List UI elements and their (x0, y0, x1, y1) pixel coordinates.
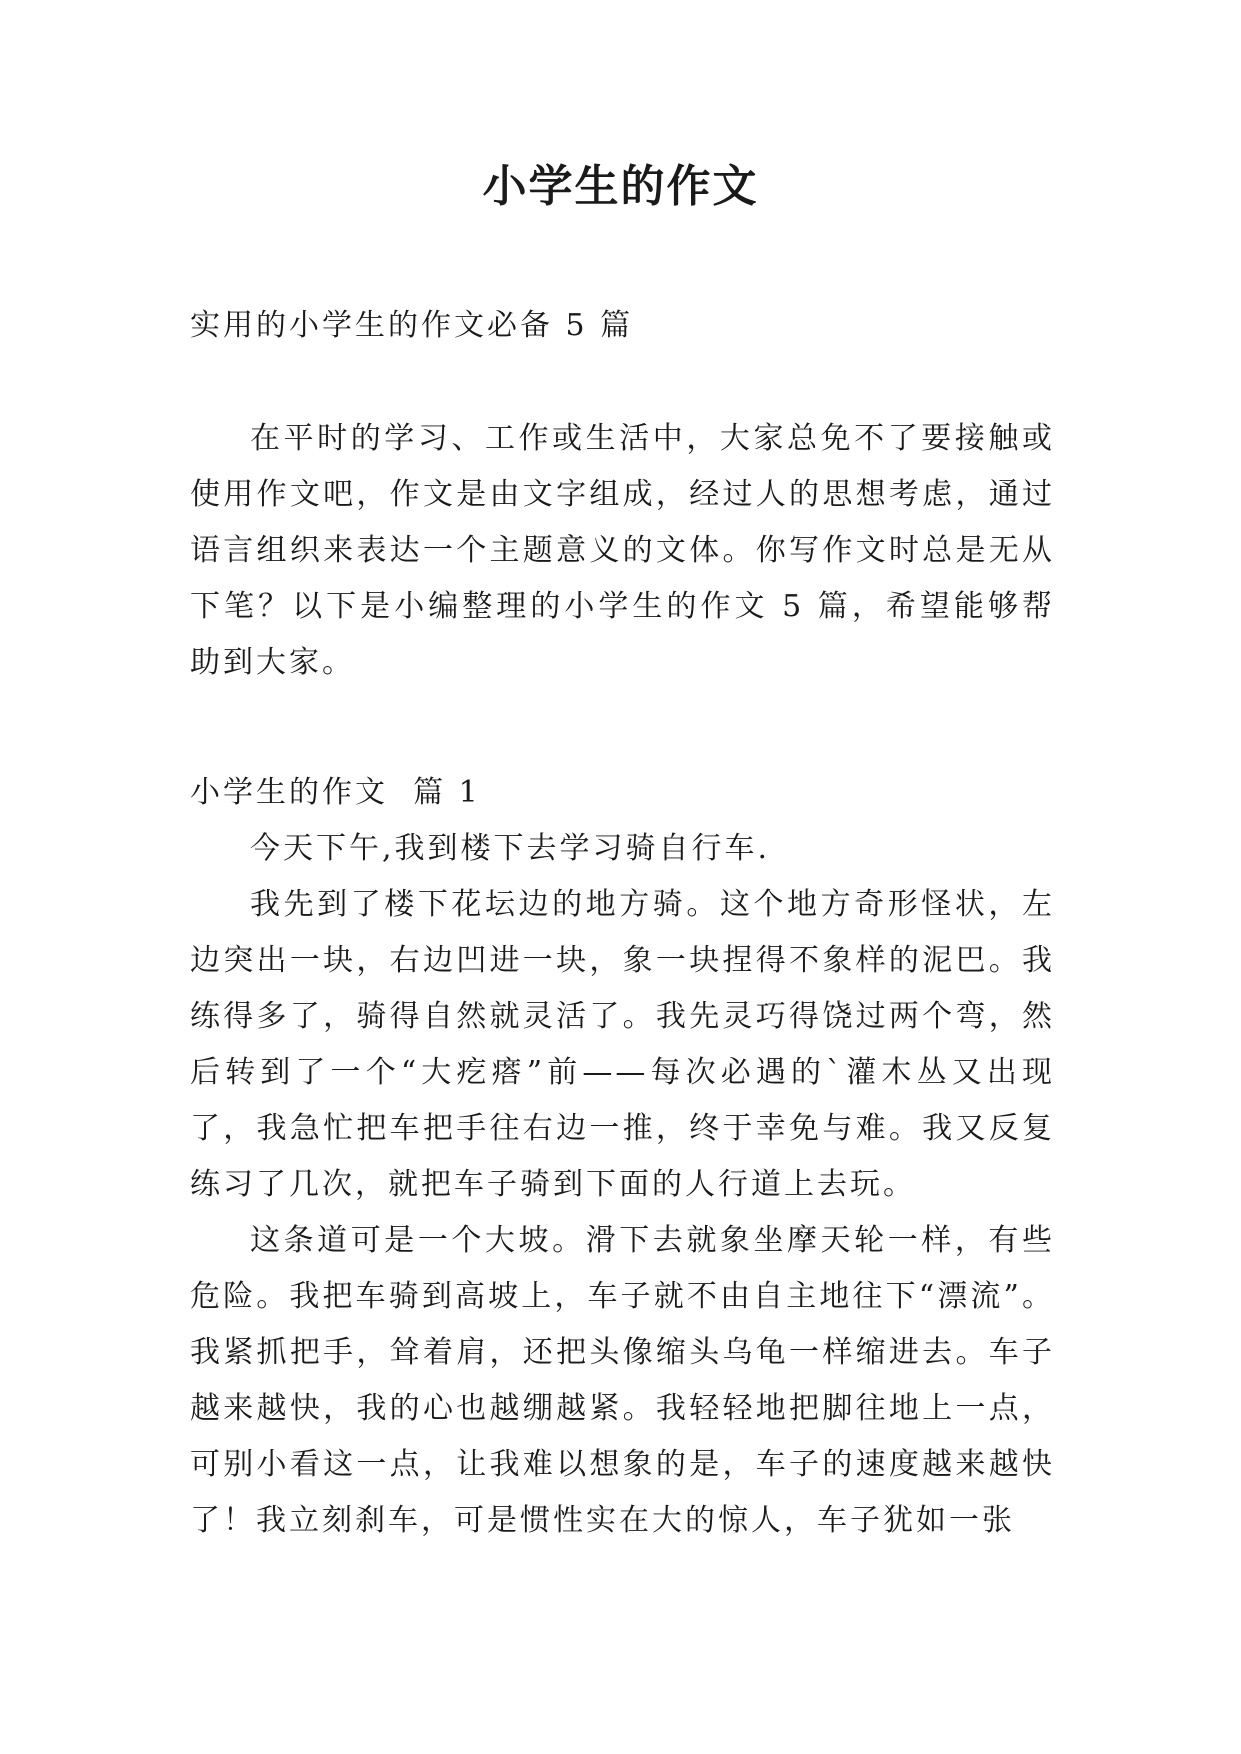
body-paragraph: 这条道可是一个大坡。滑下去就象坐摩天轮一样，有些危险。我把车骑到高坡上，车子就不由自主地往下“漂流”。我紧抓把手，耸着肩，还把头像缩头乌龟一样缩进去。车子越来越快，我的心也越绷越紧。我轻轻地把脚往地上一点，可别小看这一点，让我难以想象的是，车子的速度越来越快了！我立刻刹车，可是惯性实在大的惊人，车子犹如一张 (190, 1223, 1055, 1538)
intro-paragraph: 在平时的学习、工作或生活中，大家总免不了要接触或使用作文吧，作文是由文字组成，经过人的思想考虑，通过语言组织来表达一个主题意义的文体。你写作文时总是无从下笔？以下是小编整理的小学生的作文 5 篇，希望能够帮助到大家。 (190, 421, 1055, 680)
document-subtitle: 实用的小学生的作文必备 5 篇 (190, 308, 634, 343)
body-paragraph: 今天下午,我到楼下去学习骑自行车. (250, 831, 771, 866)
section-heading: 小学生的作文 篇 1 (190, 775, 481, 810)
document-title: 小学生的作文 (482, 161, 759, 212)
body-paragraph: 我先到了楼下花坛边的地方骑。这个地方奇形怪状，左边突出一块，右边凹进一块，象一块捏得不象样的泥巴。我练得多了，骑得自然就灵活了。我先灵巧得饶过两个弯，然后转到了一个“大疙瘩”前——每次必遇的`灌木丛又出现了，我急忙把车把手往右边一推，终于幸免与难。我又反复练习了几次，就把车子骑到下面的人行道上去玩。 (190, 887, 1055, 1202)
document-body (190, 298, 1055, 1549)
spacer (190, 354, 1055, 411)
spacer (190, 691, 1055, 765)
